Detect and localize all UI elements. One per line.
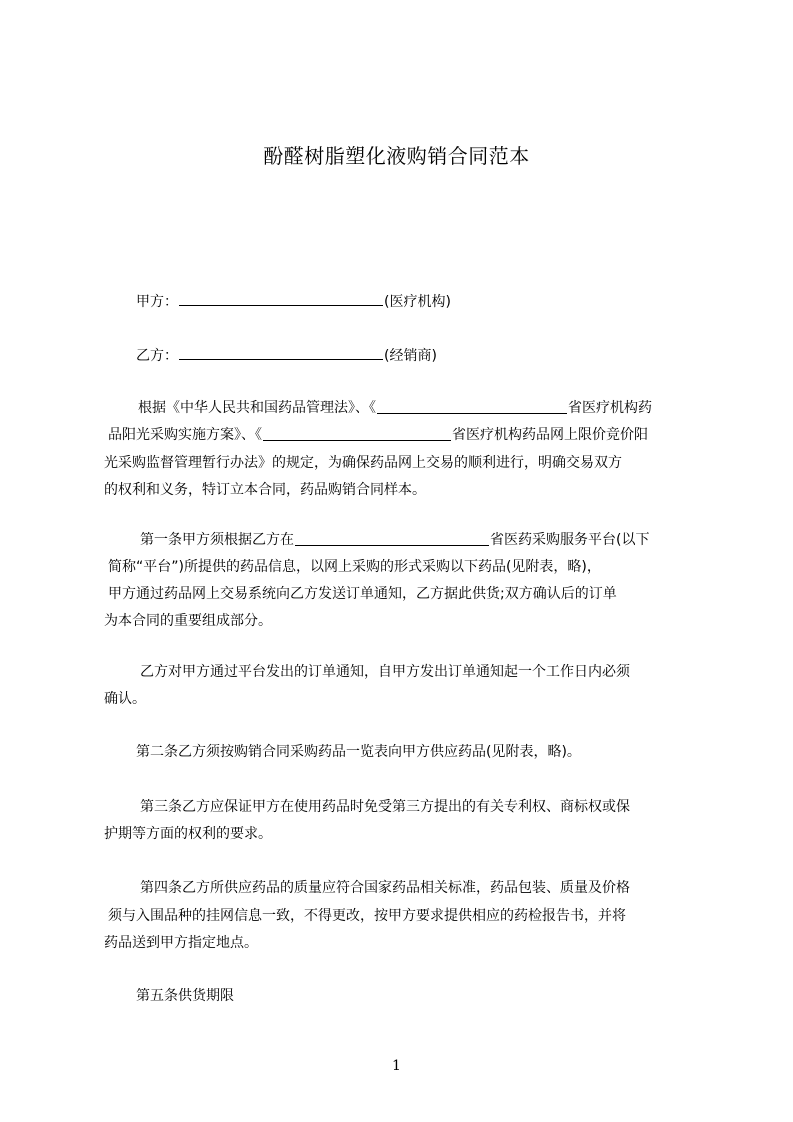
party-a-suffix: (医疗机构): [384, 294, 451, 310]
paragraph-line: 护期等方面的权利的要求。: [104, 826, 272, 842]
blank-field: [377, 398, 567, 414]
party-a-label: 甲方：: [136, 294, 178, 310]
party-a-line: [136, 290, 451, 312]
text-span: 根据《中华人民共和国药品管理法》、《: [138, 400, 376, 416]
paragraph-line: 的权利和义务，特订立本合同，药品购销合同样本。: [104, 482, 426, 498]
paragraph-line: 第五条供货期限: [136, 988, 234, 1004]
paragraph-line: 甲方通过药品网上交易系统向乙方发送订单通知，乙方据此供货;双方确认后的订单: [108, 586, 617, 602]
party-b-blank: [179, 344, 383, 360]
text-span: 品阳光采购实施方案》、《: [108, 427, 262, 443]
page-number: 1: [392, 1058, 401, 1074]
paragraph-line: 药品送到甲方指定地点。: [104, 935, 258, 951]
paragraph-line: 乙方对甲方通过平台发出的订单通知，自甲方发出订单通知起一个工作日内必须: [140, 664, 630, 680]
paragraph-line: 须与入围品种的挂网信息一致，不得更改，按甲方要求提供相应的药检报告书，并将: [108, 908, 626, 924]
paragraph-line: 第三条乙方应保证甲方在使用药品时免受第三方提出的有关专利权、商标权或保: [140, 799, 630, 815]
text-span: 省医疗机构药: [568, 400, 652, 416]
party-a-blank: [179, 290, 383, 306]
text-span: 省医疗机构药品网上限价竞价阳: [452, 427, 648, 443]
document-title: 酚醛树脂塑化液购销合同范本: [263, 144, 530, 168]
text-span: 省医药采购服务平台(以下: [490, 532, 650, 548]
paragraph-line: 第二条乙方须按购销合同采购药品一览表向甲方供应药品(见附表，略)。: [136, 744, 581, 760]
text-span: 第一条甲方须根据乙方在: [140, 532, 294, 548]
paragraph-line: 简称“平台”)所提供的药品信息，以网上采购的形式采购以下药品(见附表，略)，: [108, 559, 601, 575]
paragraph-line: 第四条乙方所供应药品的质量应符合国家药品相关标准，药品包装、质量及价格: [140, 880, 630, 896]
party-b-suffix: (经销商): [384, 348, 437, 364]
blank-field: [263, 425, 451, 441]
party-b-line: [136, 344, 437, 366]
paragraph-line: 确认。: [104, 691, 146, 707]
paragraph-line: [108, 425, 708, 445]
party-b-label: 乙方：: [136, 348, 178, 364]
blank-field: [295, 530, 489, 546]
paragraph-line: 为本合同的重要组成部分。: [104, 613, 272, 629]
paragraph-line: [138, 398, 738, 418]
paragraph-line: [140, 530, 740, 550]
paragraph-line: 光采购监督管理暂行办法》的规定，为确保药品网上交易的顺利进行，明确交易双方: [104, 455, 622, 471]
